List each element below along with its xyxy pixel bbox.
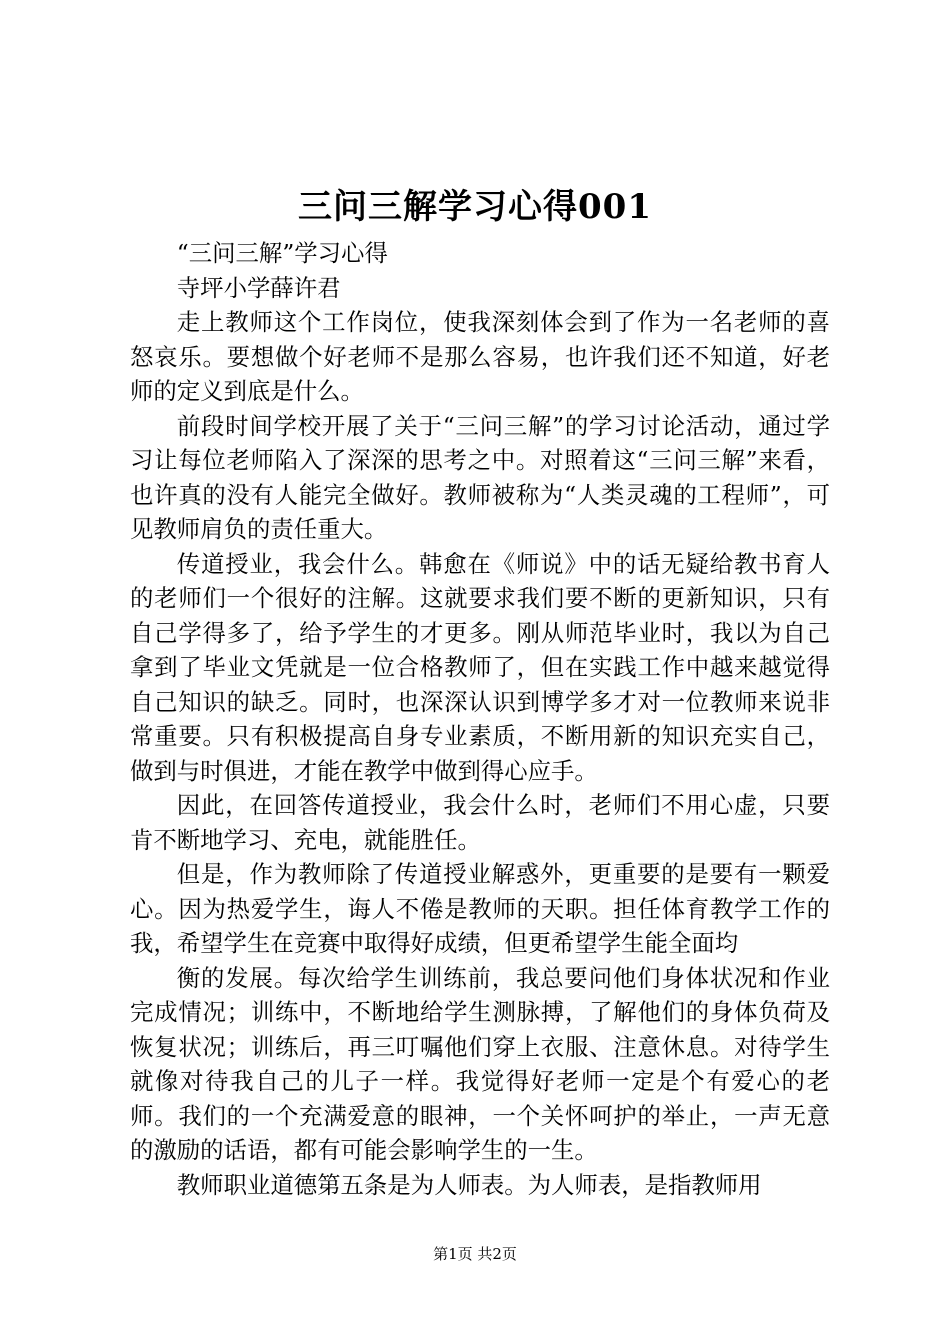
document-title: 三问三解学习心得001 bbox=[298, 187, 652, 227]
page-footer: 第1页 共2页 bbox=[433, 1245, 517, 1263]
paragraph: 但是，作为教师除了传道授业解惑外，更重要的是要有一颗爱心。因为热爱学生，诲人不倦是教师的天职。担任体育教学工作的我，希望学生在竞赛中取得好成绩，但更希望学生能全面均 bbox=[130, 860, 830, 957]
paragraph: 前段时间学校开展了关于“三问三解”的学习讨论活动，通过学习让每位老师陷入了深深的思考之中。对照着这“三问三解”来看，也许真的没有人能完全做好。教师被称为“人类灵魂的工程师”，可见教师肩负的责任重大。 bbox=[130, 411, 830, 543]
paragraph: 走上教师这个工作岗位，使我深刻体会到了作为一名老师的喜怒哀乐。要想做个好老师不是那么容易，也许我们还不知道，好老师的定义到底是什么。 bbox=[130, 308, 830, 405]
paragraph: 衡的发展。每次给学生训练前，我总要问他们身体状况和作业完成情况；训练中，不断地给学生测脉搏，了解他们的身体负荷及恢复状况；训练后，再三叮嘱他们穿上衣服、注意休息。对待学生就像对待我自己的儿子一样。我觉得好老师一定是个有爱心的老师。我们的一个充满爱意的眼神，一个关怀呵护的举止，一声无意的激励的话语，都有可能会影响学生的一生。 bbox=[130, 963, 830, 1164]
paragraph: 因此，在回答传道授业，我会什么时，老师们不用心虚，只要肯不断地学习、充电，就能胜任。 bbox=[130, 791, 830, 854]
paragraph: 教师职业道德第五条是为人师表。为人师表，是指教师用 bbox=[176, 1170, 762, 1199]
paragraph: 传道授业，我会什么。韩愈在《师说》中的话无疑给教书育人的老师们一个很好的注解。这就要求我们要不断的更新知识，只有自己学得多了，给予学生的才更多。刚从师范毕业时，我以为自己拿到了毕业文凭就是一位合格教师了，但在实践工作中越来越觉得自己知识的缺乏。同时，也深深认识到博学多才对一位教师来说非常重要。只有积极提高自身专业素质，不断用新的知识充实自己，做到与时俱进，才能在教学中做到得心应手。 bbox=[130, 549, 830, 785]
document-body bbox=[130, 236, 830, 1202]
paragraph-subtitle: “三问三解”学习心得 bbox=[176, 239, 388, 267]
paragraph-author: 寺坪小学薛许君 bbox=[176, 273, 341, 302]
